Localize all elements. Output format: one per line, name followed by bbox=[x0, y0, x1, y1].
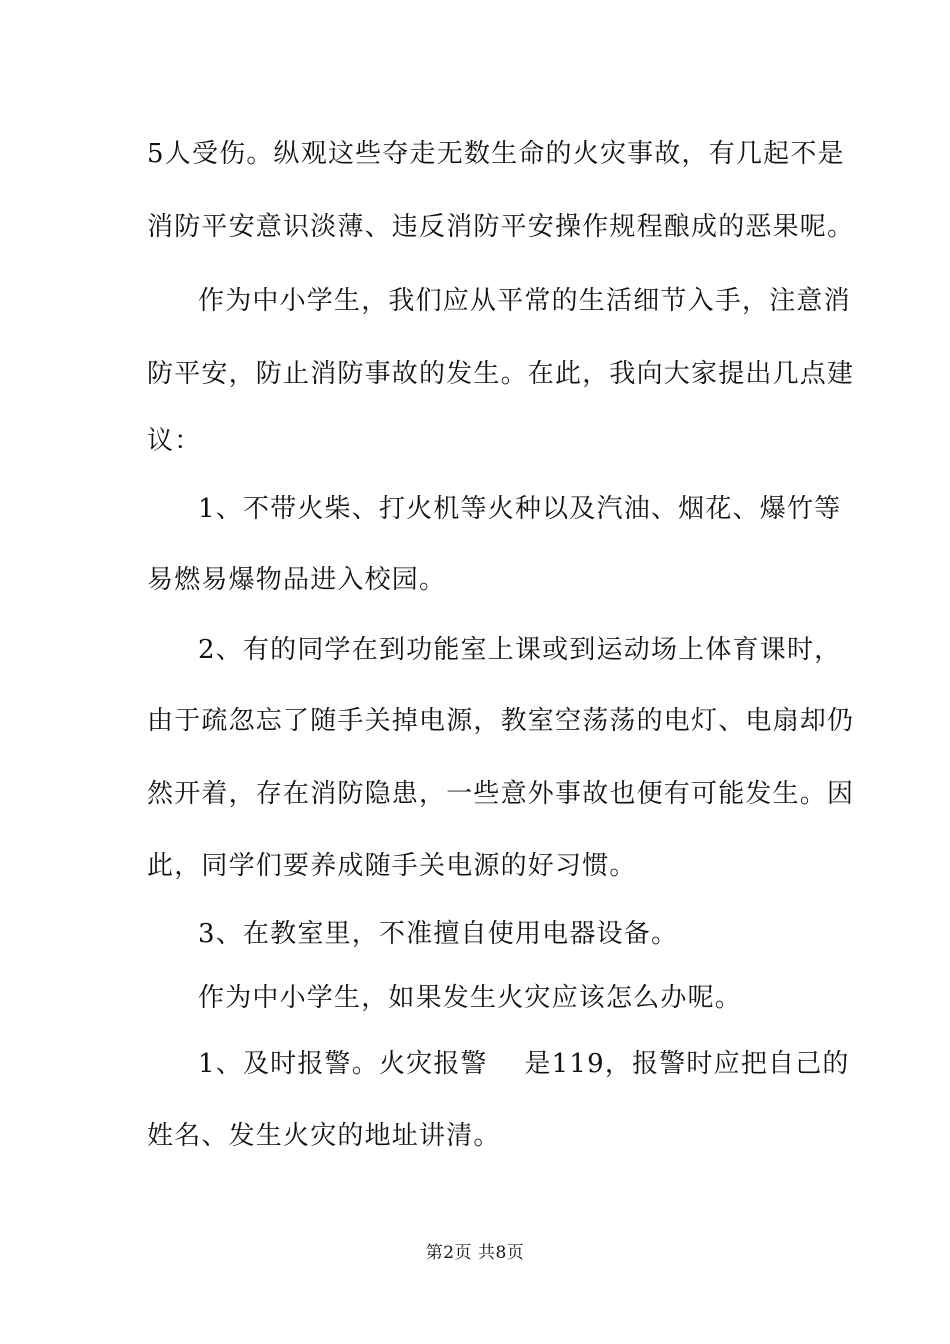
body-text-line: 消防平安意识淡薄、违反消防平安操作规程酿成的恶果呢。 bbox=[147, 212, 855, 242]
paragraph-start-line: 作为中小学生，我们应从平常的生活细节入手，注意消 bbox=[198, 286, 851, 316]
body-text-line: 此，同学们要养成随手关电源的好习惯。 bbox=[147, 851, 637, 881]
list-item-1-line: 1、不带火柴、打火机等火种以及汽油、烟花、爆竹等 bbox=[198, 494, 842, 524]
body-text-line: 防平安，防止消防事故的发生。在此，我向大家提出几点建 bbox=[147, 359, 855, 389]
body-text-line: 议： bbox=[147, 426, 202, 456]
list-item-1-line: 1、及时报警。火灾报警 是119，报警时应把自己的 bbox=[198, 1049, 850, 1079]
page-number-footer: 第2页 共8页 bbox=[425, 1243, 525, 1263]
body-text-line: 由于疏忽忘了随手关掉电源，教室空荡荡的电灯、电扇却仍 bbox=[147, 706, 855, 736]
list-item-3-line: 3、在教室里，不准擅自使用电器设备。 bbox=[198, 919, 679, 949]
body-text-line: 姓名、发生火灾的地址讲清。 bbox=[147, 1121, 501, 1151]
body-text-line: 然开着，存在消防隐患，一些意外事故也便有可能发生。因 bbox=[147, 779, 855, 809]
paragraph-start-line: 作为中小学生，如果发生火灾应该怎么办呢。 bbox=[198, 983, 743, 1013]
list-item-2-line: 2、有的同学在到功能室上课或到运动场上体育课时， bbox=[198, 635, 842, 665]
body-text-line: 5人受伤。纵观这些夺走无数生命的火灾事故，有几起不是 bbox=[147, 139, 845, 169]
body-text-line: 易燃易爆物品进入校园。 bbox=[147, 565, 447, 595]
